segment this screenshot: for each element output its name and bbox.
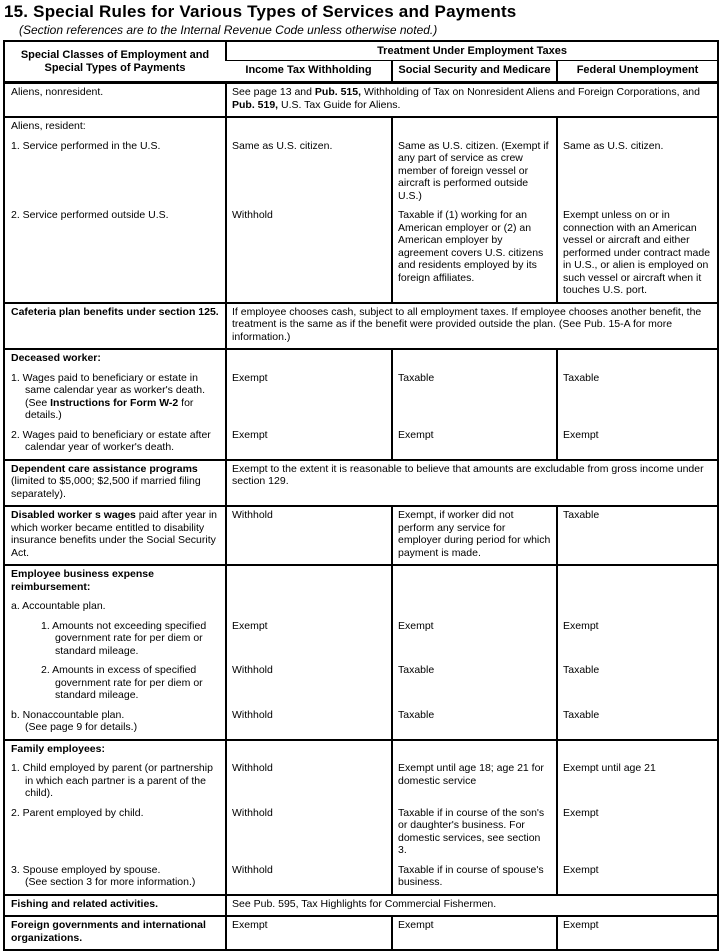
row-label-cell: 2. Wages paid to beneficiary or estate after calendar year of worker's death. [11, 428, 211, 453]
social-security-cell: Same as U.S. citizen. (Exempt if any part of service as crew member of foreign vessel or aircraft is performed outside U.S.) [392, 138, 557, 208]
federal-unemployment-cell: Taxable [557, 370, 718, 427]
row-label-cell: Dependent care assistance programs (limited to $5,000; $2,500 if married filing separately). [4, 460, 226, 507]
table-row-fishing [4, 895, 718, 917]
income-tax-cell: Exempt [226, 916, 392, 950]
federal-unemployment-cell: Exempt [557, 916, 718, 950]
income-tax-cell: Withhold [226, 662, 392, 707]
income-tax-cell: Withhold [226, 862, 392, 895]
table-row-family-employees [4, 805, 718, 862]
header-treatment-span: Treatment Under Employment Taxes [226, 41, 718, 61]
social-security-cell [392, 598, 557, 618]
table-row-family-employees [4, 740, 718, 761]
federal-unemployment-cell: Exempt until age 21 [557, 760, 718, 805]
income-tax-cell: Exempt [226, 618, 392, 663]
page-subtitle: (Section references are to the Internal Revenue Code unless otherwise noted.) [19, 23, 438, 37]
row-label-cell: a. Accountable plan. [11, 600, 106, 612]
header-social-security-medicare: Social Security and Medicare [392, 61, 557, 83]
income-tax-cell: Withhold [226, 707, 392, 740]
federal-unemployment-cell: Same as U.S. citizen. [557, 138, 718, 208]
table-row-deceased-worker [4, 427, 718, 460]
row-label-cell: 1. Child employed by parent (or partnership in which each partner is a parent of the child). [11, 762, 213, 799]
table-row-cafeteria-plan [4, 303, 718, 350]
income-tax-cell [226, 598, 392, 618]
federal-unemployment-cell [557, 740, 718, 761]
row-label-cell: Employee business expense reimbursement: [4, 565, 226, 598]
row-label-cell: 1. Wages paid to beneficiary or estate in same calendar year as worker's death. (See Instructions for Form W-2 for details.) [11, 371, 206, 421]
row-label-cell: Fishing and related activities. [4, 895, 226, 917]
social-security-cell: Taxable [392, 707, 557, 740]
table-row-employee-business-expense [4, 707, 718, 740]
table-row-aliens-nonresident [4, 83, 718, 118]
social-security-cell: Taxable if (1) working for an American employer or (2) an American employer by agreement covers U.S. citizens and residents employed by its foreign affiliates. [392, 207, 557, 303]
income-tax-cell [226, 117, 392, 138]
table-row-foreign-governments [4, 916, 718, 950]
table-row-aliens-resident [4, 138, 718, 208]
social-security-cell: Exempt, if worker did not perform any service for employer during period for which payment is made. [392, 506, 557, 565]
social-security-cell: Taxable if in course of spouse's business. [392, 862, 557, 895]
table-row-family-employees [4, 760, 718, 805]
income-tax-cell: Withhold [226, 805, 392, 862]
table-row-employee-business-expense [4, 618, 718, 663]
federal-unemployment-cell [557, 598, 718, 618]
row-label-cell: Cafeteria plan benefits under section 125. [4, 303, 226, 350]
table-header [4, 41, 718, 83]
table-row-deceased-worker [4, 370, 718, 427]
table-row-deceased-worker [4, 349, 718, 370]
social-security-cell: Exempt [392, 618, 557, 663]
table-row-aliens-resident [4, 117, 718, 138]
header-special-classes: Special Classes of Employment and Special Types of Payments [4, 41, 226, 83]
row-label-cell: Aliens, nonresident. [4, 83, 226, 118]
social-security-cell: Taxable [392, 370, 557, 427]
table-row-employee-business-expense [4, 598, 718, 618]
income-tax-cell: Exempt [226, 370, 392, 427]
row-label-cell: 1. Amounts not exceeding specified government rate for per diem or standard mileage. [41, 619, 207, 657]
federal-unemployment-cell [557, 565, 718, 598]
row-label-cell: Family employees: [4, 740, 226, 761]
table-body [4, 83, 718, 951]
row-label-cell: Deceased worker: [4, 349, 226, 370]
income-tax-cell [226, 740, 392, 761]
table-row-aliens-resident [4, 207, 718, 303]
social-security-cell: Taxable if in course of the son's or daughter's business. For domestic services, see section 3. [392, 805, 557, 862]
income-tax-cell: Withhold [226, 506, 392, 565]
income-tax-cell [226, 565, 392, 598]
federal-unemployment-cell: Exempt [557, 862, 718, 895]
federal-unemployment-cell: Exempt [557, 618, 718, 663]
social-security-cell: Taxable [392, 662, 557, 707]
federal-unemployment-cell: Exempt unless on or in connection with an American vessel or aircraft and either performed under contract made in U.S., or alien is employed on such vessel or aircraft when it touches U.S. port. [557, 207, 718, 303]
social-security-cell: Exempt until age 18; age 21 for domestic service [392, 760, 557, 805]
income-tax-cell: Withhold [226, 760, 392, 805]
row-label-cell: 3. Spouse employed by spouse. (See section 3 for more information.) [11, 863, 196, 888]
row-label-cell: 2. Amounts in excess of specified government rate for per diem or standard mileage. [41, 664, 203, 701]
income-tax-cell: Withhold [226, 207, 392, 303]
special-rules-table [3, 40, 719, 951]
page-title: 15. Special Rules for Various Types of Services and Payments [4, 2, 517, 21]
table-row-family-employees [4, 862, 718, 895]
table-row-employee-business-expense [4, 565, 718, 598]
header-income-tax-withholding: Income Tax Withholding [226, 61, 392, 83]
federal-unemployment-cell: Taxable [557, 707, 718, 740]
row-label-cell: Disabled worker s wages paid after year in which worker became entitled to disability insurance benefits under the Social Security Act. [4, 506, 226, 565]
income-tax-cell: Exempt [226, 427, 392, 460]
federal-unemployment-cell: Taxable [557, 662, 718, 707]
treatment-span-cell: See page 13 and Pub. 515, Withholding of Tax on Nonresident Aliens and Foreign Corporations, and Pub. 519, U.S. Tax Guide for Aliens. [226, 83, 718, 118]
federal-unemployment-cell: Exempt [557, 805, 718, 862]
treatment-span-cell: Exempt to the extent it is reasonable to believe that amounts are excludable from gross income under section 129. [226, 460, 718, 507]
header-federal-unemployment: Federal Unemployment [557, 61, 718, 83]
federal-unemployment-cell: Exempt [557, 427, 718, 460]
table-row-disabled-worker [4, 506, 718, 565]
income-tax-cell: Same as U.S. citizen. [226, 138, 392, 208]
federal-unemployment-cell [557, 349, 718, 370]
social-security-cell: Exempt [392, 427, 557, 460]
federal-unemployment-cell [557, 117, 718, 138]
social-security-cell: Exempt [392, 916, 557, 950]
social-security-cell [392, 740, 557, 761]
federal-unemployment-cell: Taxable [557, 506, 718, 565]
row-label-cell: b. Nonaccountable plan. (See page 9 for details.) [11, 708, 138, 733]
row-label-cell: Foreign governments and international organizations. [4, 916, 226, 950]
row-label-cell: 1. Service performed in the U.S. [11, 139, 161, 152]
table-row-dependent-care [4, 460, 718, 507]
treatment-span-cell: If employee chooses cash, subject to all employment taxes. If employee chooses another benefit, the treatment is the same as if the benefit were provided outside the plan. (See Pub. 15-A for more information.) [226, 303, 718, 350]
row-label-cell: Aliens, resident: [4, 117, 226, 138]
treatment-span-cell: See Pub. 595, Tax Highlights for Commercial Fishermen. [226, 895, 718, 917]
social-security-cell [392, 349, 557, 370]
income-tax-cell [226, 349, 392, 370]
row-label-cell: 2. Parent employed by child. [11, 806, 144, 819]
table-row-employee-business-expense [4, 662, 718, 707]
social-security-cell [392, 565, 557, 598]
social-security-cell [392, 117, 557, 138]
row-label-cell: 2. Service performed outside U.S. [11, 209, 169, 221]
